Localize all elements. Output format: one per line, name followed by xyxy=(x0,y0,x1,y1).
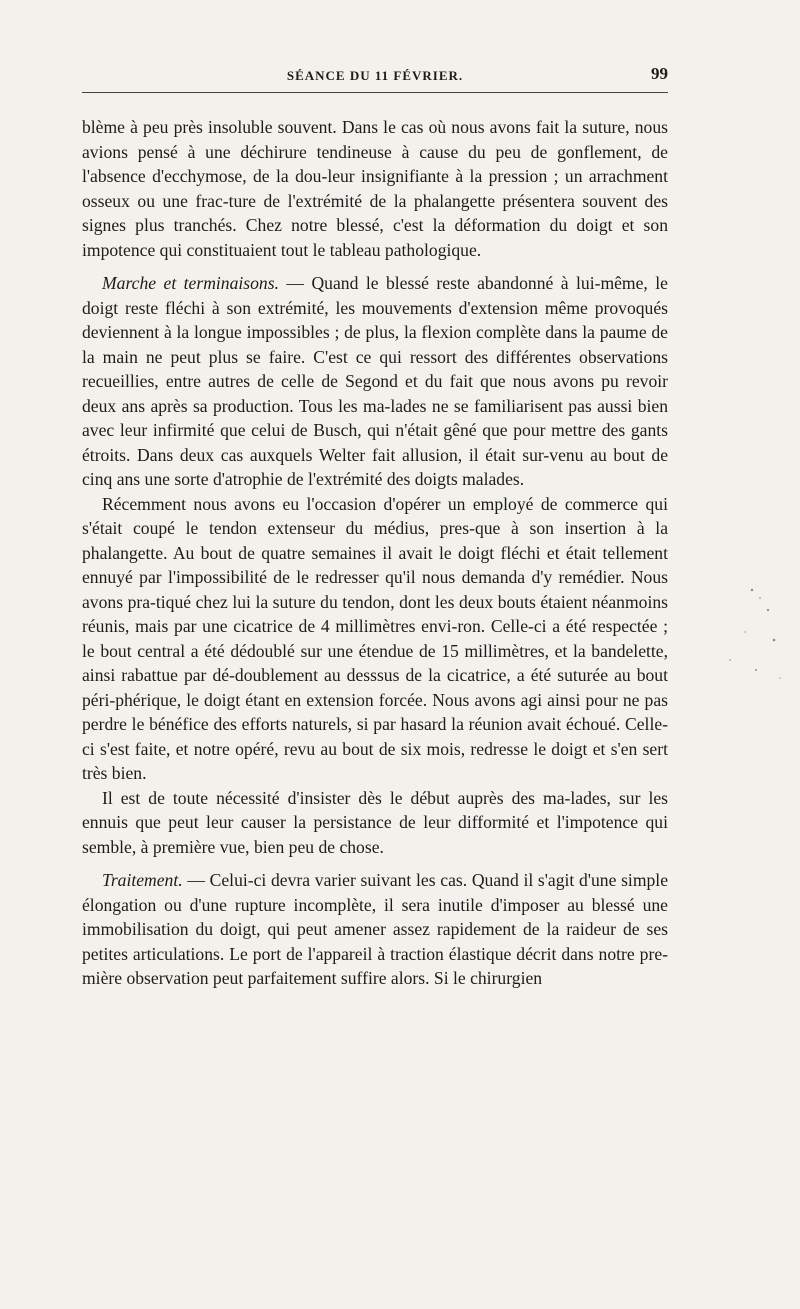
page-header xyxy=(82,58,668,93)
body-text xyxy=(82,115,668,991)
page-number: 99 xyxy=(651,64,668,83)
margin-specks xyxy=(690,560,790,700)
paragraph-2 xyxy=(82,271,668,492)
running-title: SÉANCE DU 11 FÉVRIER. xyxy=(286,68,464,83)
paragraph-4 xyxy=(82,786,668,860)
paragraph-1 xyxy=(82,115,668,262)
section-heading-traitement: Traitement. xyxy=(102,870,183,890)
paragraph-4-text: Il est de toute nécessité d'insister dès le début auprès des ma-lades, sur les ennuis que peut leur causer la persistance de leur difformité et l'impotence qui semble, à première vue, bien peu de chose. xyxy=(82,787,668,857)
paragraph-2-text: — Quand le blessé reste abandonné à lui-même, le doigt reste fléchi à son extrémité, les mouvements d'extension même provoqués deviennent à la longue impossibles ; de plus, la flexion complète dans la paume de la main ne peut plus se faire. C'est ce qui ressort des différentes observations recueillies, entre autres de celle de Segond et du fait que nous avons pu revoir deux ans après sa production. Tous les ma-lades ne se familiarisent pas aussi bien avec leur infirmité que celui de Busch, qui n'était gêné que pour mettre des gants étroits. Dans deux cas auxquels Welter fait allusion, il était sur-venu au bout de cinq ans une sorte d'atrophie de l'extrémité des doigts malades. xyxy=(82,273,668,489)
book-page xyxy=(82,58,668,991)
paragraph-3-text: Récemment nous avons eu l'occasion d'opérer un employé de commerce qui s'était coupé le tendon extenseur du médius, pres-que à son insertion à la phalangette. Au bout de quatre semaines il avait le doigt fléchi et était tellement ennuyé par l'impossibilité de le redresser qu'il nous demanda d'y remédier. Nous avons pra-tiqué chez lui la suture du tendon, dont les deux bouts étaient néanmoins réunis, mais par une cicatrice de 4 millimètres envi-ron. Celle-ci a été respectée ; le bout central a été dédoublé sur une étendue de 15 millimètres, et la bandelette, ainsi rabattue par dé-doublement au desssus de la cicatrice, a été suturée au bout péri-phérique, le doigt étant en extension forcée. Nous avons agi ainsi pour ne pas perdre le bénéfice des efforts naturels, si par hasard la réunion avait échoué. Celle-ci s'est faite, et notre opéré, revu au bout de six mois, redresse le doigt et s'en sert très bien. xyxy=(82,493,668,783)
section-heading-marche: Marche et terminaisons. xyxy=(102,273,279,293)
paragraph-5-text: — Celui-ci devra varier suivant les cas. Quand il s'agit d'une simple élongation ou d'une rupture incomplète, il sera inutile d'imposer au blessé une immobilisation du doigt, qui peut amener assez rapidement de la raideur de ses petites articulations. Le port de l'appareil à traction élastique décrit dans notre pre-mière observation peut parfaitement suffire alors. Si le chirurgien xyxy=(82,870,668,988)
paragraph-1-text: blème à peu près insoluble souvent. Dans le cas où nous avons fait la suture, nous avions pensé à une déchirure tendineuse à cause du peu de gonflement, de l'absence d'ecchymose, de la dou-leur insignifiante à la pression ; un arrachment osseux ou une frac-ture de l'extrémité de la phalangette présentera souvent des signes plus tranchés. Chez notre blessé, c'est la déformation du doigt et son impotence qui constituaient tout le tableau pathologique. xyxy=(82,117,668,260)
paragraph-3 xyxy=(82,492,668,786)
paragraph-5 xyxy=(82,868,668,991)
